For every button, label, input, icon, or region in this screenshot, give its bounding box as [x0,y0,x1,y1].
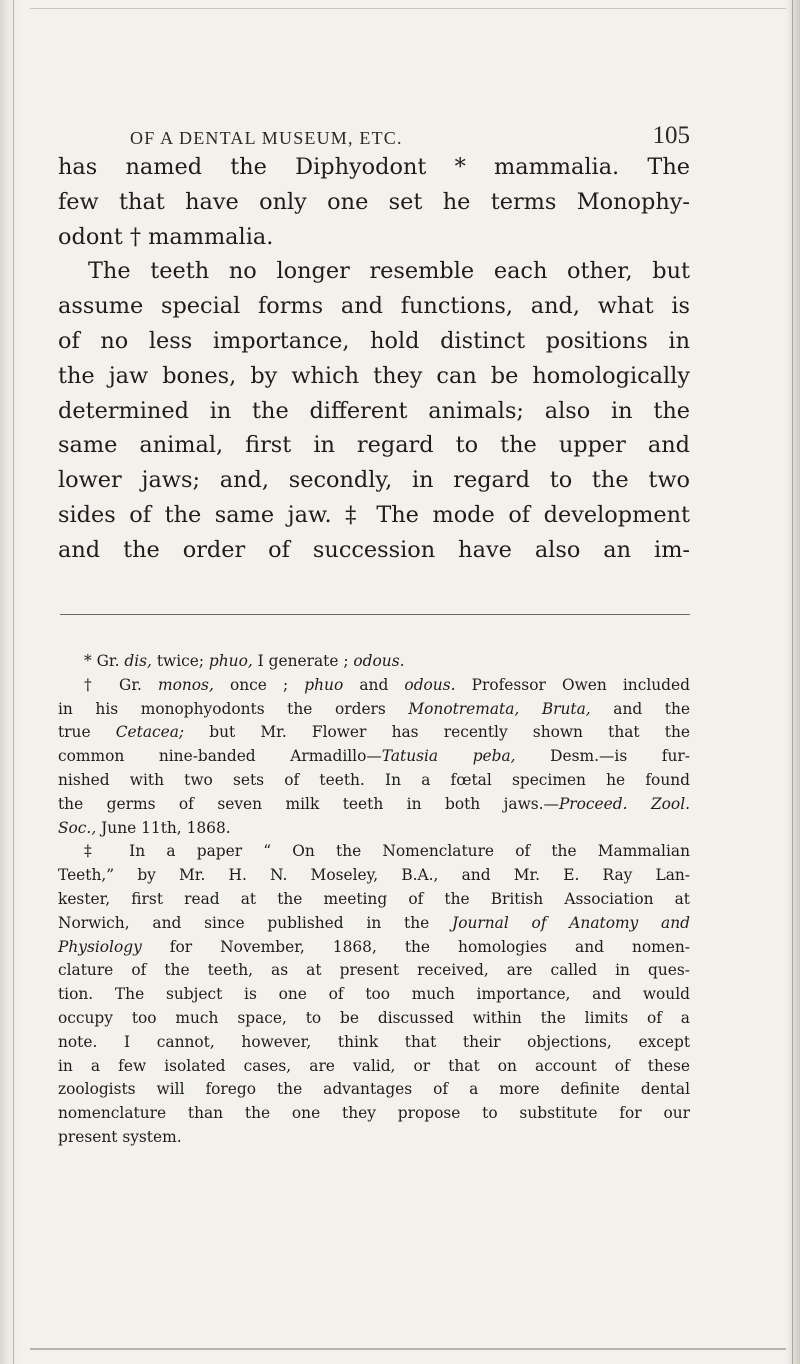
footnote-ddagger-line: note. I cannot, however, think that their objections, except [58,1032,690,1051]
footnote-ddagger-line: kester, first read at the meeting of the British Association at [58,889,690,908]
body-line: of no less importance, hold distinct positions in [58,327,690,354]
top-edge-line [30,8,786,9]
footnote-dagger-line: common nine-banded Armadillo—Tatusia peba, Desm.—is fur- [58,747,690,766]
footnotes [58,650,690,1150]
left-page-edge [0,0,22,1364]
footnote-dagger-line: nished with two sets of teeth. In a fœtal specimen he found [58,770,690,789]
footnote-rule [60,614,690,615]
footnote-ddagger-line: Physiology for November, 1868, the homologies and nomen- [58,937,690,956]
body-line: odont † mammalia. [58,223,274,250]
bottom-edge-line [30,1348,786,1350]
footnote-dagger-line: in his monophyodonts the orders Monotremata, Bruta, and the [58,699,690,718]
body-line: has named the Diphyodont * mammalia. The [58,154,690,180]
running-title: OF A DENTAL MUSEUM, ETC. [130,128,403,148]
footnote-ddagger-line: tion. The subject is one of too much importance, and would [58,985,690,1004]
footnote-dagger-line: † Gr. monos, once ; phuo and odous. Professor Owen included [84,675,690,694]
body-line: lower jaws; and, secondly, in regard to the two [58,467,690,494]
body-line: same animal, first in regard to the upper and [58,432,690,459]
body-line: sides of the same jaw. ‡ The mode of development [58,501,690,528]
footnote-ddagger-line: zoologists will forego the advantages of a more definite dental [58,1080,690,1099]
footnote-ddagger-line: Norwich, and since published in the Journal of Anatomy and [58,913,690,932]
footnote-ddagger-line: present system. [58,1127,182,1146]
footnote-dagger-line: Soc., June 11th, 1868. [58,818,231,837]
footnote-ddagger-line: clature of the teeth, as at present received, are called in ques- [58,961,690,980]
body-text [58,150,690,568]
footnote-dagger-line: the germs of seven milk teeth in both jaws.—Proceed. Zool. [58,794,691,813]
body-line: few that have only one set he terms Monophy- [58,188,690,215]
body-line: and the order of succession have also an im- [58,536,690,563]
body-line: determined in the different animals; also in the [58,397,690,424]
footnote-dagger-line: true Cetacea; but Mr. Flower has recently shown that the [58,723,690,742]
page-number: 105 [652,122,690,149]
footnote-ddagger-line: occupy too much space, to be discussed within the limits of a [58,1008,690,1027]
body-line: assume special forms and functions, and, what is [58,293,690,320]
footnote-ddagger-line: in a few isolated cases, are valid, or that on account of these [58,1056,690,1075]
right-page-edge [786,0,800,1364]
footnote-ddagger-line: Teeth,” by Mr. H. N. Moseley, B.A., and Mr. E. Ray Lan- [58,866,690,885]
footnote-ddagger-line: nomenclature than the one they propose to substitute for our [58,1104,690,1123]
footnote-ddagger-line: ‡ In a paper “ On the Nomenclature of the Mammalian [84,842,690,861]
footnote-star: * Gr. dis, twice; phuo, I generate ; odous. [84,652,405,670]
running-head [100,122,690,152]
body-line: The teeth no longer resemble each other, but [88,258,690,285]
body-line: the jaw bones, by which they can be homologically [58,362,690,389]
